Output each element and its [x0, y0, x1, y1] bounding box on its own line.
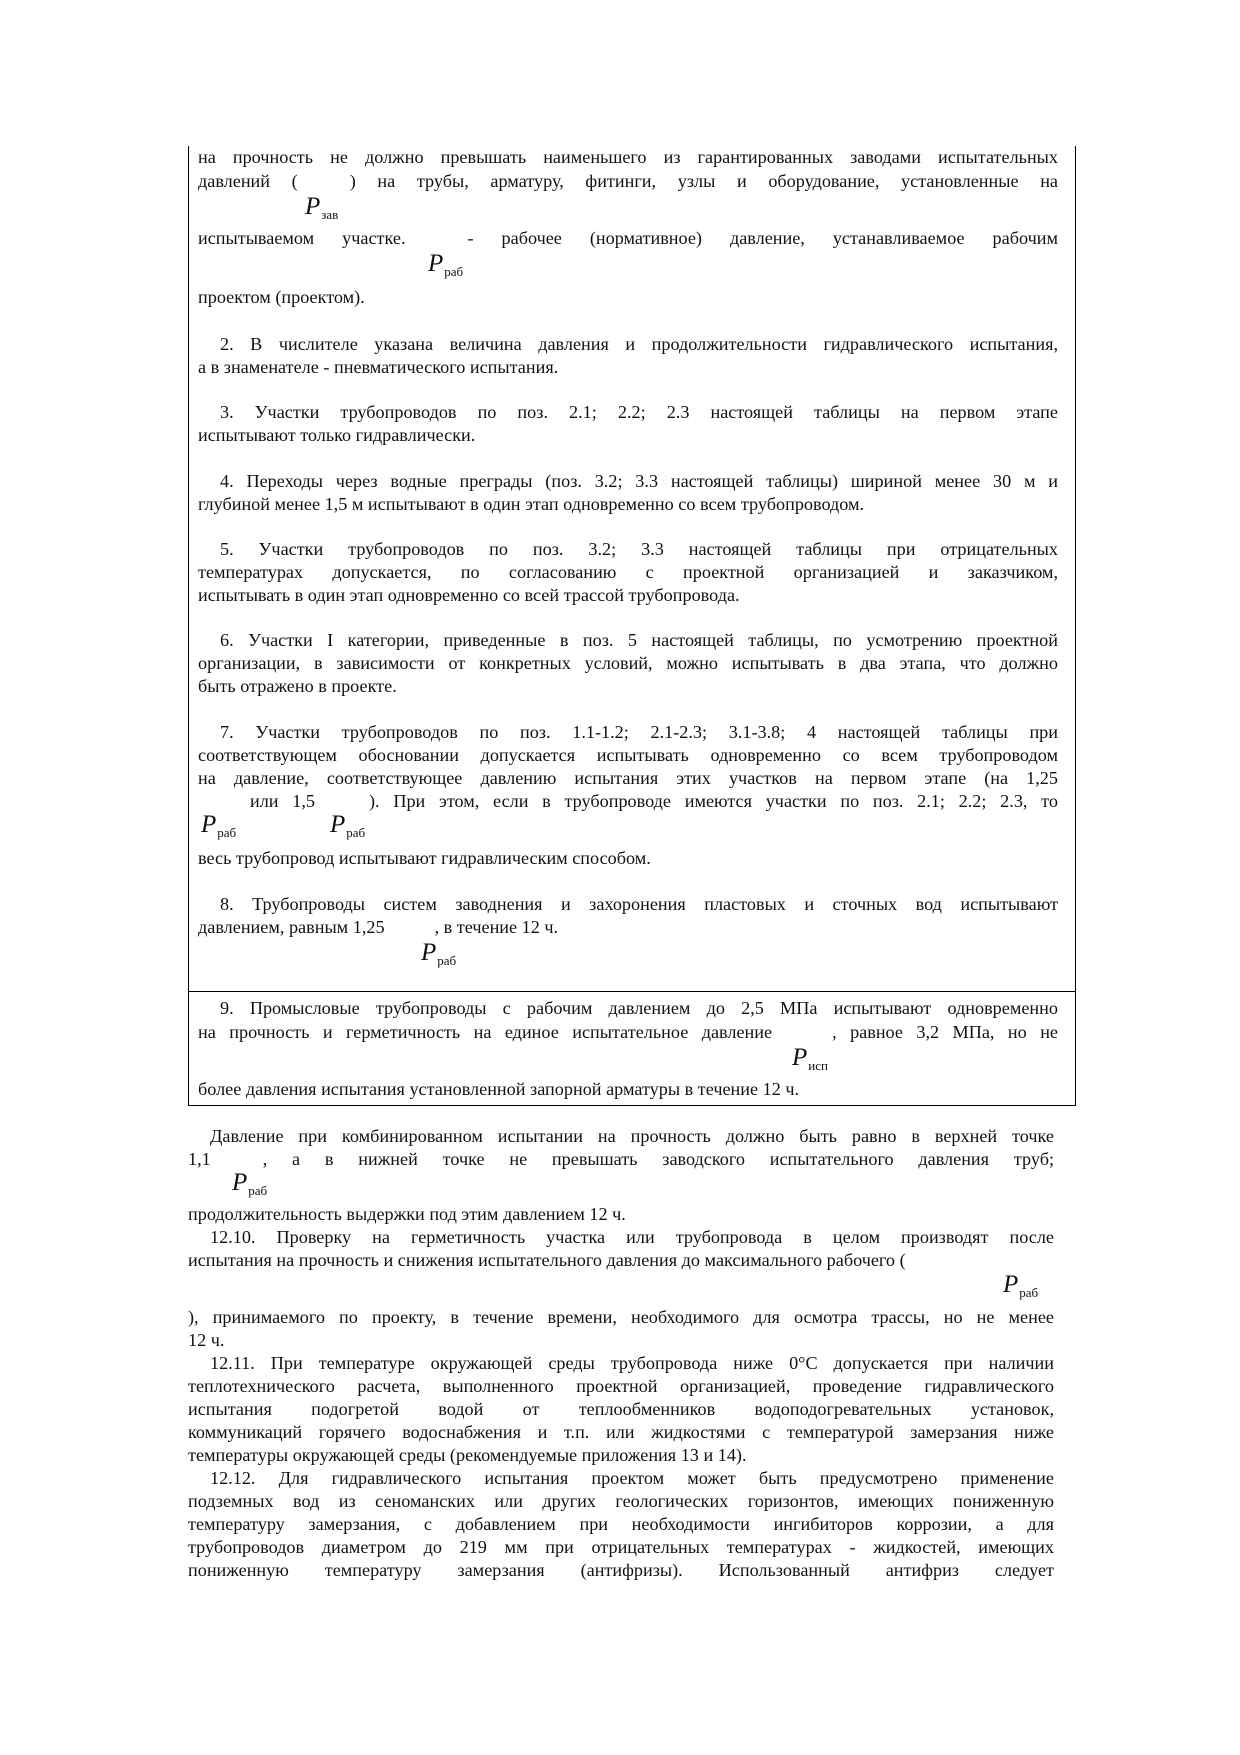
note-1-line-4: проектом (проектом). — [198, 287, 365, 307]
body-p4-line-3: температуру замерзания, с добавлением при необходимости ингибиторов коррозии, а для — [188, 1514, 1054, 1534]
note-5-line-1: 5. Участки трубопроводов по поз. 3.2; 3.3 настоящей таблицы при отрицательных — [220, 539, 1058, 559]
note-2-line-2: а в знаменателе - пневматического испытания. — [198, 357, 559, 377]
note-7-line-2: соответствующем обосновании допускается испытывать одновременно со всем трубопроводом — [198, 745, 1058, 765]
note-6-line-3: быть отражено в проекте. — [198, 676, 397, 696]
body-p2-line-2: испытания на прочность и снижения испытательного давления до максимального рабочего ( — [188, 1250, 906, 1270]
body-p1-line-1: Давление при комбинированном испытании на прочность должно быть равно в верхней точке — [210, 1126, 1054, 1146]
note-4-line-2: глубиной менее 1,5 м испытывают в один этап одновременно со всем трубопроводом. — [198, 494, 865, 514]
body-p3-line-4: коммуникаций горячего водоснабжения и т.п. или жидкостями с температурой замерзания ниже — [188, 1422, 1054, 1442]
body-p3-line-3: испытания подогретой водой от теплообменников водоподогревательных установок, — [188, 1399, 1054, 1419]
note-9-line-3: более давления испытания установленной запорной арматуры в течение 12 ч. — [198, 1079, 800, 1099]
body-p2-line-3: ), принимаемого по проекту, в течение времени, необходимого для осмотра трассы, но не менее — [188, 1307, 1054, 1327]
body-p3-line-2: теплотехнического расчета, выполненного проектной организацией, проведение гидравлического — [188, 1376, 1054, 1396]
symbol-p-rab: $P_{раб}$ — [330, 811, 366, 840]
note-6-line-2: организации, в зависимости от конкретных условий, можно испытывать в два этапа, что должно — [198, 653, 1058, 673]
note-8-line-1: 8. Трубопроводы систем заводнения и захоронения пластовых и сточных вод испытывают — [220, 894, 1058, 914]
note-3-line-2: испытывают только гидравлически. — [198, 425, 476, 445]
body-p1-line-2: 1,1 , а в нижней точке не превышать заводского испытательного давления труб; — [188, 1149, 1054, 1169]
body-p1-line-3: продолжительность выдержки под этим давлением 12 ч. — [188, 1204, 626, 1224]
body-p4-line-1: 12.12. Для гидравлического испытания проектом может быть предусмотрено применение — [210, 1468, 1054, 1488]
note-3-line-1: 3. Участки трубопроводов по поз. 2.1; 2.2; 2.3 настоящей таблицы на первом этапе — [220, 402, 1058, 422]
symbol-p-rab: $P_{раб}$ — [421, 939, 457, 968]
body-p2-line-4: 12 ч. — [188, 1330, 225, 1350]
note-7-line-4: или 1,5 ). При этом, если в трубопроводе имеются участки по поз. 2.1; 2.2; 2.3, то — [250, 791, 1058, 811]
symbol-p-isp: $P_{исп}$ — [792, 1044, 828, 1073]
note-1-line-1: на прочность не должно превышать наименьшего из гарантированных заводами испытательных — [198, 147, 1058, 167]
note-1-line-2: давлений ( ) на трубы, арматуру, фитинги, узлы и оборудование, установленные на — [198, 171, 1058, 191]
body-p4-line-4: трубопроводов диаметром до 219 мм при отрицательных температурах - жидкостей, имеющих — [188, 1537, 1054, 1557]
note-9-line-1: 9. Промысловые трубопроводы с рабочим давлением до 2,5 МПа испытывают одновременно — [220, 998, 1058, 1018]
body-p3-line-5: температуры окружающей среды (рекомендуемые приложения 13 и 14). — [188, 1445, 747, 1465]
note-6-line-1: 6. Участки I категории, приведенные в поз. 5 настоящей таблицы, по усмотрению проектной — [220, 630, 1058, 650]
note-7-line-3: на давление, соответствующее давлению испытания этих участков на первом этапе (на 1,25 — [198, 768, 1058, 788]
note-4-line-1: 4. Переходы через водные преграды (поз. 3.2; 3.3 настоящей таблицы) шириной менее 30 м и — [220, 471, 1058, 491]
body-p2-line-1: 12.10. Проверку на герметичность участка или трубопровода в целом производят после — [210, 1227, 1054, 1247]
symbol-p-rab: $P_{раб}$ — [1003, 1271, 1039, 1300]
symbol-p-rab: $P_{раб}$ — [428, 250, 464, 279]
note-7-line-1: 7. Участки трубопроводов по поз. 1.1-1.2; 2.1-2.3; 3.1-3.8; 4 настоящей таблицы при — [220, 722, 1058, 742]
body-p4-line-5: пониженную температуру замерзания (антифризы). Использованный антифриз следует — [188, 1560, 1054, 1580]
body-p4-line-2: подземных вод из сеноманских или других геологических горизонтов, имеющих пониженную — [188, 1491, 1054, 1511]
note-5-line-2: температурах допускается, по согласованию с проектной организацией и заказчиком, — [198, 562, 1058, 582]
note-5-line-3: испытывать в один этап одновременно со всей трассой трубопровода. — [198, 585, 740, 605]
note-9-line-2: на прочность и герметичность на единое испытательное давление , равное 3,2 МПа, но не — [198, 1022, 1058, 1042]
note-8-line-2: давлением, равным 1,25 , в течение 12 ч. — [198, 917, 559, 937]
note-2-line-1: 2. В числителе указана величина давления и продолжительности гидравлического испытания, — [220, 334, 1058, 354]
symbol-p-zav: $P_{зав}$ — [305, 193, 339, 222]
symbol-p-rab: $P_{раб}$ — [201, 811, 237, 840]
note-7-line-5: весь трубопровод испытывают гидравлическим способом. — [198, 848, 651, 868]
note-1-line-3: испытываемом участке. - рабочее (нормативное) давление, устанавливаемое рабочим — [198, 228, 1058, 248]
body-p3-line-1: 12.11. При температуре окружающей среды трубопровода ниже 0°С допускается при наличии — [210, 1353, 1054, 1373]
symbol-p-rab: $P_{раб}$ — [232, 1169, 268, 1198]
